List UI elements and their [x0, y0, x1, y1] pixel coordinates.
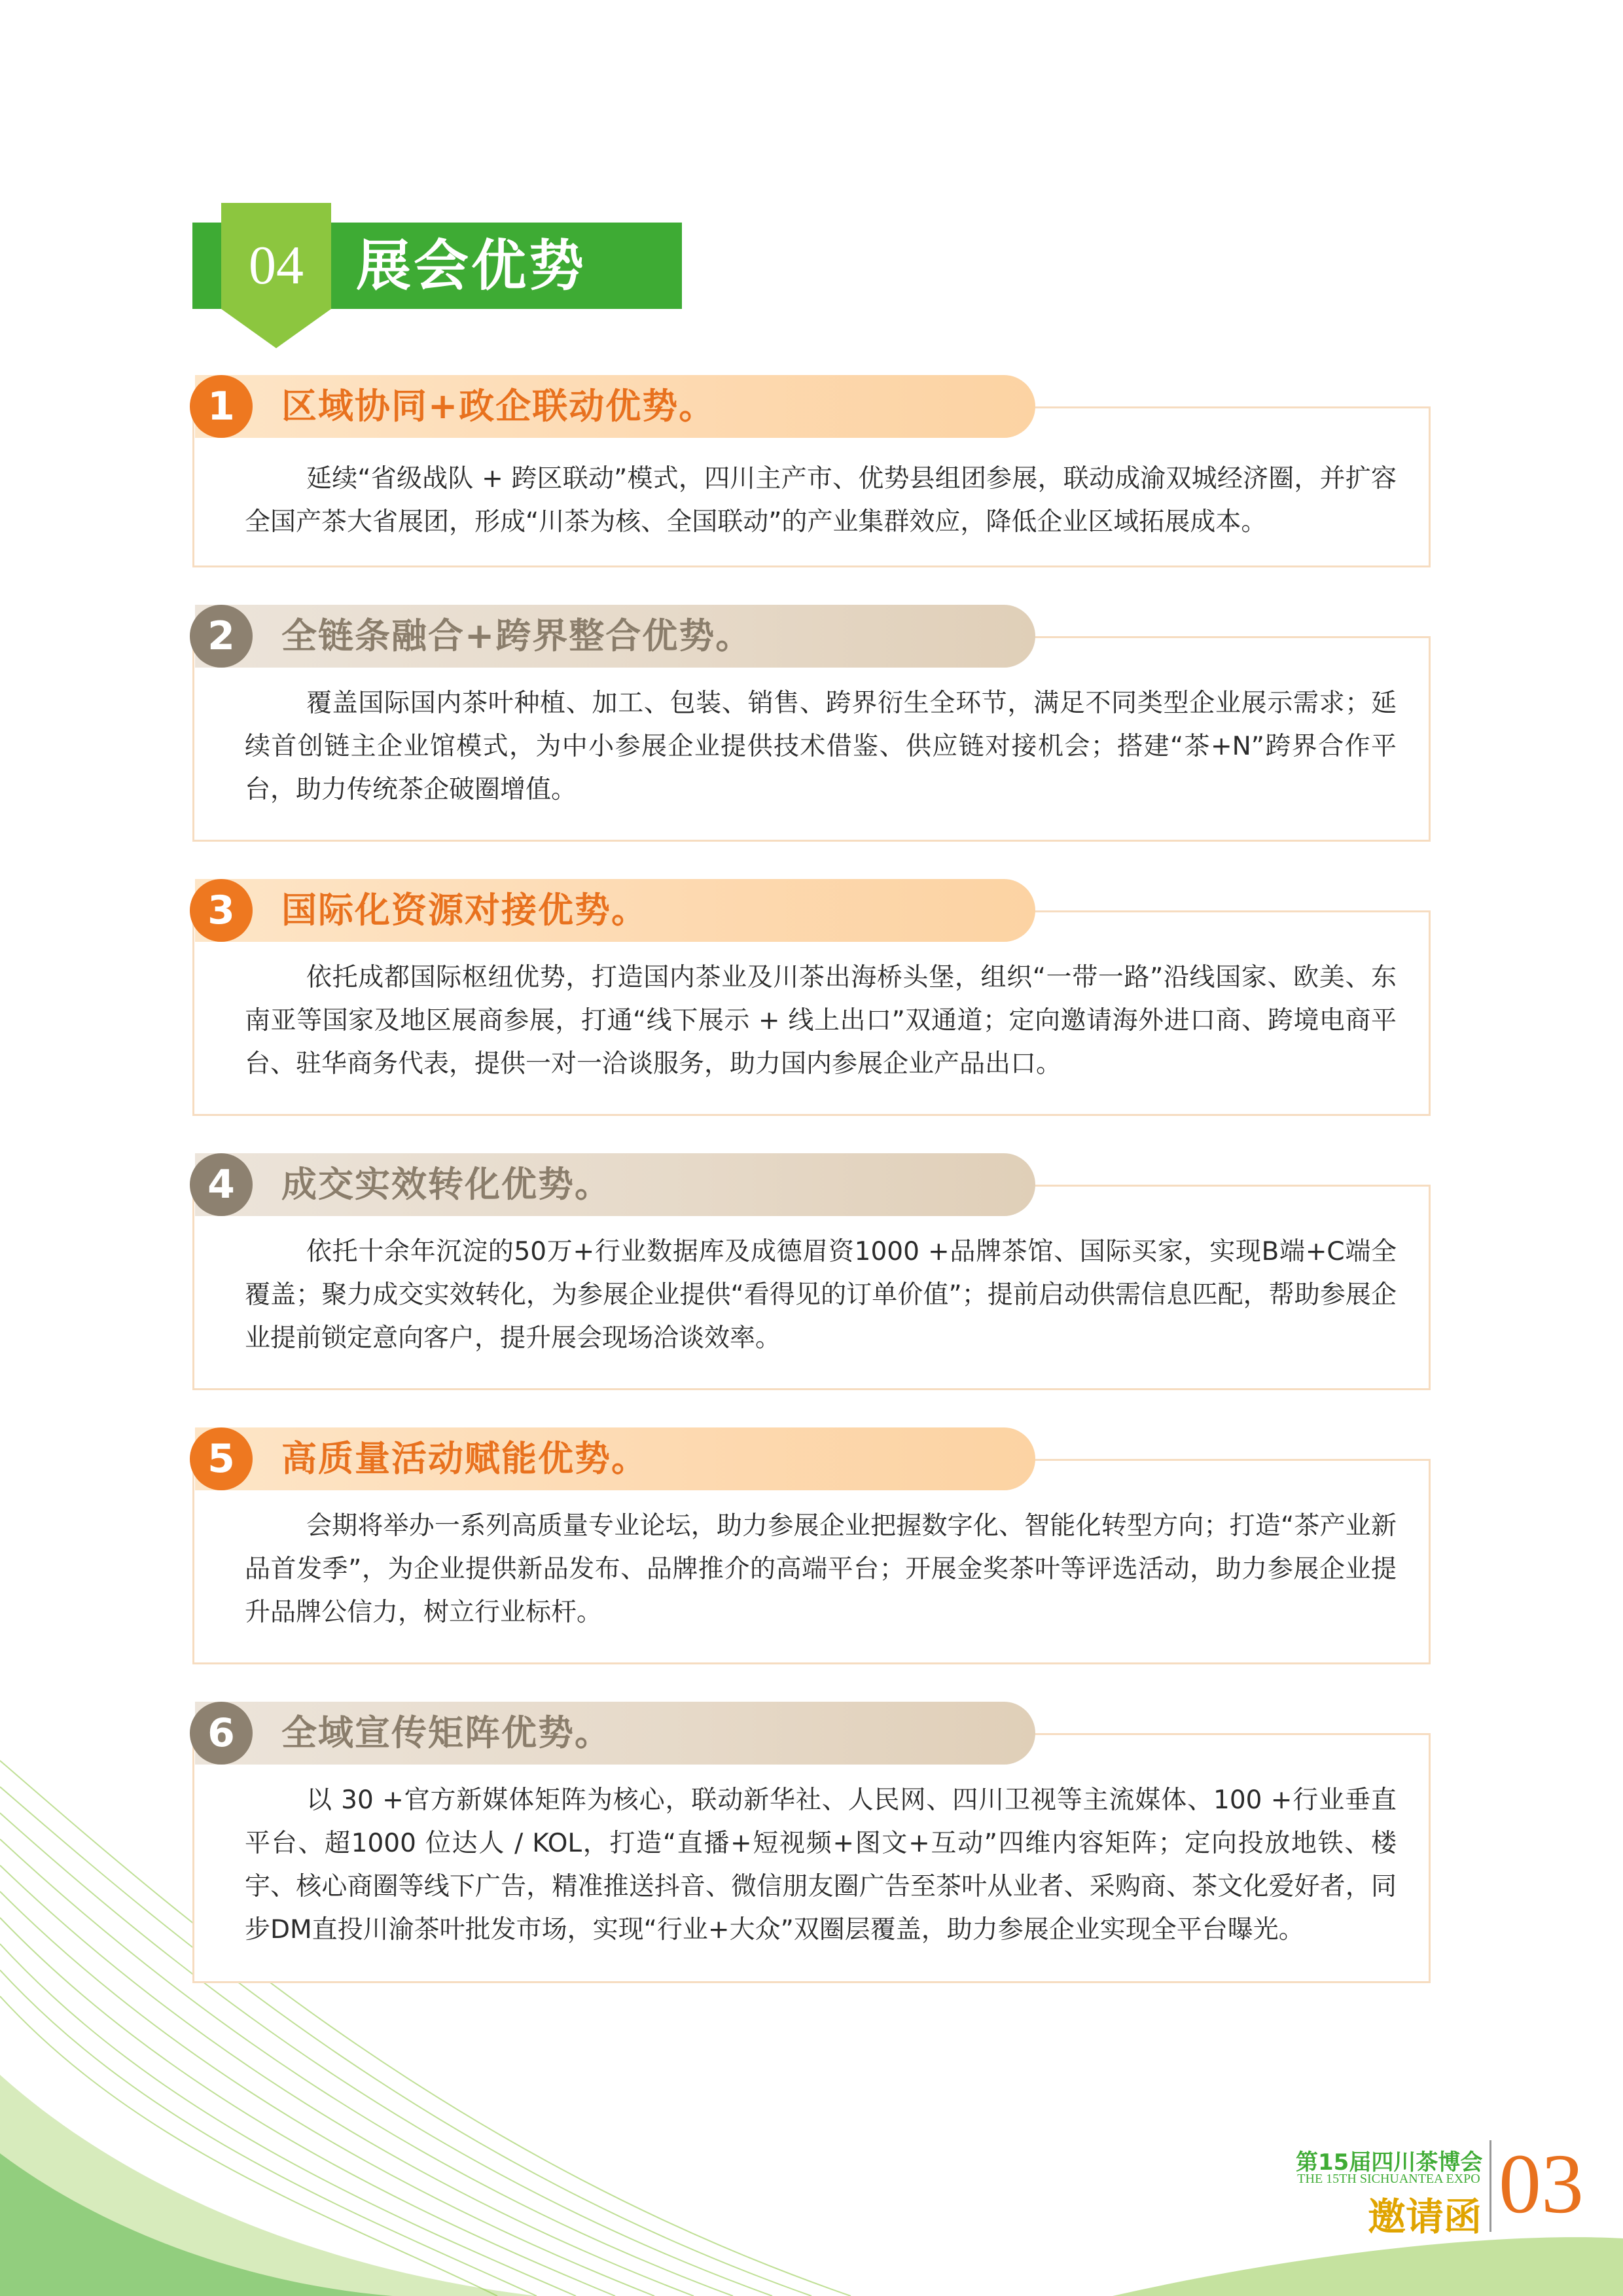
- number-badge: 6: [190, 1702, 253, 1765]
- section-title: 展会优势: [356, 234, 587, 298]
- number-badge: 3: [190, 879, 253, 942]
- advantage-item-1: [190, 375, 1431, 567]
- section-number: 04: [249, 235, 304, 296]
- footer-event-name-en: THE 15TH SICHUANTEA EXPO: [1297, 2172, 1480, 2186]
- advantage-item-4: [190, 1153, 1431, 1390]
- advantage-item-5: [190, 1427, 1431, 1664]
- footer-doc-type: 邀请函: [1367, 2195, 1482, 2239]
- number-badge: 5: [190, 1427, 253, 1490]
- advantage-title: 区域协同+政企联动优势。: [281, 386, 716, 427]
- advantage-body: 会期将举办一系列高质量专业论坛，助力参展企业把握数字化、智能化转型方向；打造“茶产业新品首发季”，为企业提供新品发布、品牌推介的高端平台；开展金奖茶叶等评选活动，助力参展企业提升品牌公信力，树立行业标杆。: [245, 1511, 1397, 1627]
- advantage-body: 依托十余年沉淀的50万+行业数据库及成德眉资1000 +品牌茶馆、国际买家，实现B端+C端全覆盖；聚力成交实效转化，为参展企业提供“看得见的订单价值”；提前启动供需信息匹配，帮助参展企业提前锁定意向客户，提升展会现场洽谈效率。: [245, 1237, 1397, 1353]
- section-header: [192, 203, 682, 309]
- number-badge: 4: [190, 1153, 253, 1216]
- advantage-item-6: [190, 1702, 1431, 1983]
- advantage-body: 覆盖国际国内茶叶种植、加工、包装、销售、跨界衍生全环节，满足不同类型企业展示需求；延续首创链主企业馆模式，为中小参展企业提供技术借鉴、供应链对接机会；搭建“茶+N”跨界合作平台，助力传统茶企破圈增值。: [245, 689, 1397, 804]
- number-badge: 2: [190, 605, 253, 668]
- page-number: 03: [1499, 2137, 1584, 2231]
- footer-event-name: 第15届四川茶博会: [1296, 2149, 1483, 2176]
- advantage-item-2: [190, 605, 1431, 842]
- advantage-body: 依托成都国际枢纽优势，打造国内茶业及川茶出海桥头堡，组织“一带一路”沿线国家、欧美、东南亚等国家及地区展商参展，打通“线下展示 + 线上出口”双通道；定向邀请海外进口商、跨境电商平台、驻华商务代表，提供一对一洽谈服务，助力国内参展企业产品出口。: [245, 963, 1397, 1079]
- advantage-title: 高质量活动赋能优势。: [281, 1438, 648, 1479]
- advantage-title: 国际化资源对接优势。: [281, 889, 648, 931]
- advantage-title: 全域宣传矩阵优势。: [281, 1712, 611, 1753]
- advantage-item-3: [190, 879, 1431, 1116]
- footer-divider: [1489, 2140, 1491, 2232]
- number-badge: 1: [190, 375, 253, 438]
- advantage-body: 以 30 +官方新媒体矩阵为核心，联动新华社、人民网、四川卫视等主流媒体、100 +行业垂直平台、超1000 位达人 / KOL，打造“直播+短视频+图文+互动”四维内容矩阵；定向投放地铁、楼宇、核心商圈等线下广告，精准推送抖音、微信朋友圈广告至茶叶从业者、采购商、茶文化爱好者，同步DM直投川渝茶叶批发市场，实现“行业+大众”双圈层覆盖，助力参展企业实现全平台曝光。: [245, 1785, 1397, 1945]
- advantage-body: 延续“省级战队 + 跨区联动”模式，四川主产市、优势县组团参展，联动成渝双城经济圈，并扩容全国产茶大省展团，形成“川茶为核、全国联动”的产业集群效应，降低企业区域拓展成本。: [245, 464, 1397, 537]
- advantage-title: 成交实效转化优势。: [281, 1164, 611, 1205]
- advantage-title: 全链条融合+跨界整合优势。: [281, 615, 753, 656]
